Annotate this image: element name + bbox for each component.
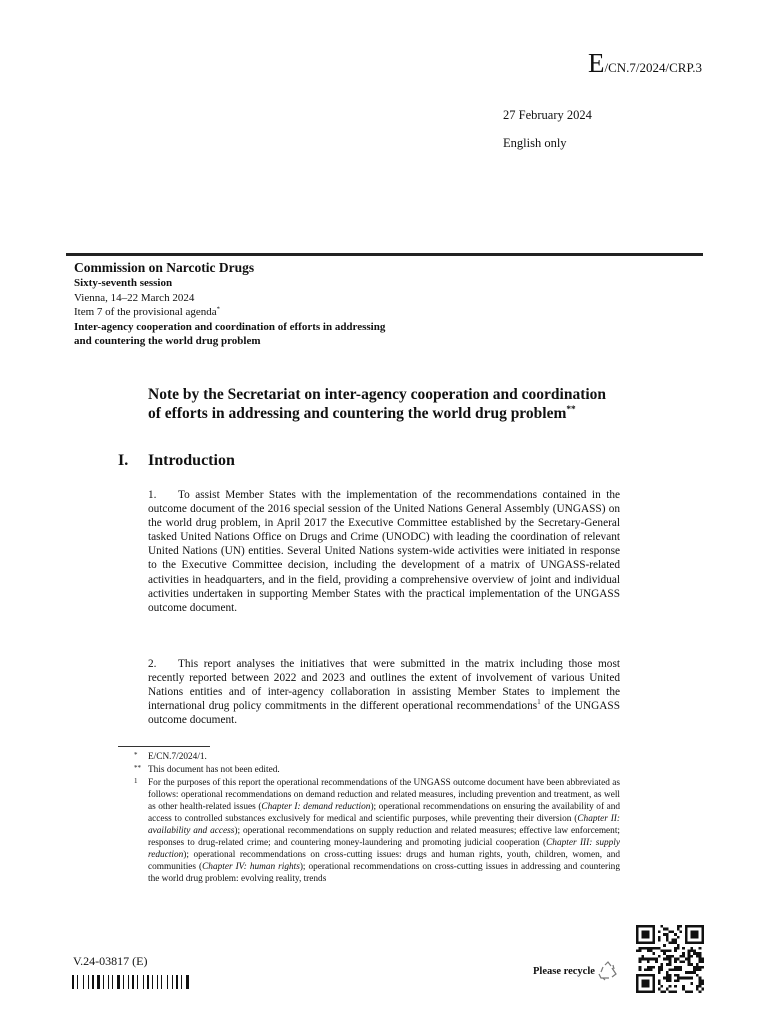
qr-module bbox=[663, 977, 666, 980]
qr-module bbox=[690, 930, 698, 938]
qr-module bbox=[674, 933, 677, 936]
barcode-bar bbox=[183, 975, 185, 989]
footnote bbox=[134, 777, 621, 885]
qr-module bbox=[669, 941, 672, 944]
qr-module bbox=[650, 947, 653, 950]
qr-module bbox=[639, 947, 642, 950]
qr-module bbox=[663, 958, 666, 961]
qr-module bbox=[688, 977, 691, 980]
qr-module bbox=[660, 949, 663, 952]
qr-module bbox=[699, 990, 702, 993]
barcode-bar bbox=[85, 975, 87, 989]
barcode-bar bbox=[103, 975, 104, 989]
barcode-bar bbox=[179, 975, 180, 989]
barcode-bar bbox=[92, 975, 94, 989]
qr-module bbox=[701, 979, 704, 982]
barcode-bar bbox=[105, 975, 107, 989]
footnote-chapter: Chapter IV: human rights bbox=[202, 862, 300, 872]
qr-module bbox=[650, 969, 653, 972]
qr-module bbox=[669, 977, 672, 980]
qr-module bbox=[677, 966, 680, 969]
barcode-bar bbox=[137, 975, 138, 989]
barcode-bar bbox=[112, 975, 113, 989]
qr-module bbox=[680, 930, 683, 933]
qr-module bbox=[682, 988, 685, 991]
qr-module bbox=[663, 990, 666, 993]
qr-module bbox=[677, 969, 680, 972]
language-note: English only bbox=[503, 136, 567, 150]
qr-module bbox=[639, 949, 642, 952]
qr-module bbox=[701, 988, 704, 991]
qr-module bbox=[644, 947, 647, 950]
footnote-ref: 1 bbox=[537, 699, 541, 707]
qr-module bbox=[669, 979, 672, 982]
barcode-bar bbox=[88, 975, 89, 989]
qr-module bbox=[641, 958, 644, 961]
barcode-bar bbox=[128, 975, 129, 989]
qr-module bbox=[682, 955, 685, 958]
barcode-bar bbox=[169, 975, 171, 989]
qr-module bbox=[674, 947, 677, 950]
qr-module bbox=[699, 947, 702, 950]
qr-module bbox=[658, 966, 661, 969]
qr-module bbox=[677, 958, 680, 961]
document-date: 27 February 2024 bbox=[503, 108, 592, 122]
footnote-text: This document has not been edited. bbox=[148, 765, 280, 775]
qr-module bbox=[669, 969, 672, 972]
barcode-bar bbox=[72, 975, 74, 989]
paragraph-number: 1. bbox=[148, 489, 157, 501]
qr-module bbox=[658, 982, 661, 985]
qr-module bbox=[685, 977, 688, 980]
qr-module bbox=[641, 930, 649, 938]
qr-module bbox=[669, 955, 672, 958]
paragraph-number: 2. bbox=[148, 658, 157, 670]
footnote-separator bbox=[118, 746, 210, 747]
qr-module bbox=[677, 947, 680, 950]
recycle-label: Please recycle bbox=[533, 965, 595, 977]
qr-module bbox=[701, 958, 704, 961]
barcode-bar bbox=[163, 975, 166, 989]
footnote-text: ); operational recommendations on supply reduction and related measures; effective law enforcement; responses to drug-related crime; and countering money-laundering and promoting judicial cooperation ( bbox=[148, 826, 620, 848]
section-number: I. bbox=[118, 452, 129, 469]
qr-module bbox=[669, 963, 672, 966]
qr-module bbox=[655, 958, 658, 961]
qr-module bbox=[696, 966, 699, 969]
agenda-item-text: Item 7 of the provisional agenda bbox=[74, 306, 217, 318]
qr-module bbox=[680, 960, 683, 963]
qr-module bbox=[674, 949, 677, 952]
qr-module bbox=[690, 990, 693, 993]
qr-module bbox=[688, 958, 691, 961]
qr-module bbox=[677, 944, 680, 947]
qr-module bbox=[693, 952, 696, 955]
qr-module bbox=[652, 947, 655, 950]
barcode-bar bbox=[161, 975, 162, 989]
footnote bbox=[134, 751, 620, 763]
qr-module bbox=[639, 960, 642, 963]
qr-module bbox=[699, 960, 702, 963]
qr-module bbox=[647, 969, 650, 972]
qr-module bbox=[663, 928, 666, 931]
qr-module bbox=[660, 966, 663, 969]
section-title: Introduction bbox=[148, 452, 235, 469]
qr-module bbox=[671, 955, 674, 958]
paragraph-2 bbox=[148, 657, 620, 727]
session-number: Sixty-seventh session bbox=[74, 277, 173, 289]
barcode-bar bbox=[123, 975, 124, 989]
qr-module bbox=[666, 971, 669, 974]
barcode-bar bbox=[147, 975, 149, 989]
qr-module bbox=[682, 952, 685, 955]
footnote-text: E/CN.7/2024/1. bbox=[148, 752, 207, 762]
job-number: V.24-03817 (E) bbox=[73, 954, 148, 968]
qr-module bbox=[693, 971, 696, 974]
qr-module bbox=[669, 990, 672, 993]
qr-module bbox=[688, 960, 691, 963]
qr-module bbox=[666, 963, 669, 966]
barcode-bar bbox=[108, 975, 109, 989]
qr-module bbox=[671, 939, 674, 942]
barcode-bar bbox=[145, 975, 146, 989]
qr-module bbox=[701, 966, 704, 969]
barcode-bar bbox=[172, 975, 173, 989]
qr-module bbox=[666, 949, 669, 952]
qr-module bbox=[696, 988, 699, 991]
qr-module bbox=[644, 958, 647, 961]
barcode-bar bbox=[186, 975, 189, 989]
qr-module bbox=[682, 977, 685, 980]
qr-module bbox=[669, 930, 672, 933]
qr-module bbox=[644, 969, 647, 972]
qr-module bbox=[690, 955, 693, 958]
qr-module bbox=[666, 958, 669, 961]
qr-module bbox=[696, 985, 699, 988]
symbol-rest: /CN.7/2024/CRP.3 bbox=[604, 60, 702, 75]
qr-module bbox=[699, 979, 702, 982]
footnote-chapter: Chapter II: availability and access bbox=[148, 814, 620, 836]
qr-module bbox=[699, 982, 702, 985]
qr-module bbox=[693, 949, 696, 952]
qr-module bbox=[677, 936, 680, 939]
barcode-bar bbox=[132, 975, 134, 989]
footnote-chapter: Chapter I: demand reduction bbox=[261, 802, 371, 812]
barcode-bar bbox=[79, 975, 82, 989]
qr-module bbox=[699, 977, 702, 980]
paragraph-text-end: of the UNGASS outcome document. bbox=[148, 700, 620, 727]
qr-module bbox=[639, 958, 642, 961]
barcode-bar bbox=[130, 975, 131, 989]
qr-module bbox=[671, 941, 674, 944]
qr-module bbox=[666, 928, 669, 931]
qr-module bbox=[690, 947, 693, 950]
footnote-text: ); operational recommendations on cross-cutting issues: drugs and human rights, youth, children, women, and communities ( bbox=[148, 850, 620, 872]
qr-module bbox=[669, 985, 672, 988]
qr-module bbox=[688, 955, 691, 958]
footnote-text: ); operational recommendations on ensuring the availability of and access to controlled substances exclusively for medical and scientific purposes, while preventing their diversion ( bbox=[148, 802, 621, 824]
qr-module bbox=[666, 974, 669, 977]
qr-module bbox=[658, 979, 661, 982]
barcode-bar bbox=[114, 975, 116, 989]
qr-module bbox=[666, 955, 669, 958]
qr-module bbox=[671, 990, 674, 993]
barcode-bar bbox=[121, 975, 122, 989]
barcode-bar bbox=[95, 975, 96, 989]
qr-module bbox=[696, 969, 699, 972]
qr-module bbox=[690, 982, 693, 985]
footnote-mark: * bbox=[134, 751, 138, 759]
qr-module bbox=[674, 960, 677, 963]
qr-module bbox=[690, 963, 693, 966]
barcode-bar bbox=[97, 975, 100, 989]
barcode-bar bbox=[143, 975, 144, 989]
barcode-bar bbox=[190, 975, 191, 989]
qr-module bbox=[671, 930, 674, 933]
footnote bbox=[134, 764, 620, 776]
qr-module bbox=[652, 958, 655, 961]
qr-module bbox=[669, 974, 672, 977]
barcode-bar bbox=[167, 975, 168, 989]
footnotes bbox=[134, 751, 621, 885]
title-footnote-mark: ** bbox=[566, 404, 576, 415]
barcode-bar bbox=[77, 975, 78, 989]
qr-module bbox=[660, 990, 663, 993]
qr-module bbox=[658, 936, 661, 939]
qr-module bbox=[682, 947, 685, 950]
qr-module bbox=[641, 979, 649, 987]
paragraph-text: To assist Member States with the implementation of the recommendations contained in the outcome document of the 2016 special session of the United Nations General Assembly (UNGASS) on the world drug problem, in April 2017 the Executive Committee established by the Secretary-General tasked United Nations Office on Drugs and Crime (UNODC) with leading the coordination of relevant United Nations (UN) entities. Several United Nations system-wide activities were initiated in response to the Executive Committee decision, including the development of a matrix of UNGASS-related activities in headquarters, and in the field, providing a comprehensive overview of joint and individual activities undertaken in supporting Member States with the practical implementation of the UNGASS outcome document. bbox=[148, 489, 620, 614]
document-title bbox=[148, 385, 618, 423]
qr-module bbox=[696, 952, 699, 955]
qr-module bbox=[666, 977, 669, 980]
qr-module bbox=[688, 952, 691, 955]
qr-module bbox=[669, 960, 672, 963]
qr-module bbox=[677, 979, 680, 982]
qr-module bbox=[677, 925, 680, 928]
agenda-footnote-mark: * bbox=[216, 305, 220, 313]
barcode-bar bbox=[125, 975, 127, 989]
qr-module bbox=[647, 947, 650, 950]
qr-module bbox=[658, 955, 661, 958]
qr-module bbox=[663, 933, 666, 936]
barcode-bar bbox=[174, 975, 175, 989]
qr-module bbox=[639, 966, 642, 969]
qr-module bbox=[677, 928, 680, 931]
qr-module bbox=[685, 958, 688, 961]
qr-module bbox=[674, 985, 677, 988]
qr-module bbox=[696, 955, 699, 958]
qr-module bbox=[699, 955, 702, 958]
qr-module bbox=[680, 977, 683, 980]
qr-module bbox=[650, 966, 653, 969]
symbol-prefix: E bbox=[587, 48, 605, 78]
barcode-bar bbox=[154, 975, 156, 989]
paragraph-1 bbox=[148, 488, 620, 615]
qr-module bbox=[674, 939, 677, 942]
qr-module bbox=[674, 958, 677, 961]
qr-module bbox=[663, 952, 666, 955]
qr-module bbox=[655, 947, 658, 950]
session-block bbox=[74, 259, 394, 349]
qr-module bbox=[658, 988, 661, 991]
footnote-text: ); operational recommendations on cross-cutting issues in addressing and countering the world drug problem: evolving reality, trends bbox=[148, 862, 620, 884]
recycle-notice bbox=[533, 961, 619, 981]
qr-module bbox=[666, 933, 669, 936]
qr-module bbox=[701, 982, 704, 985]
qr-module bbox=[688, 990, 691, 993]
qr-module bbox=[660, 985, 663, 988]
qr-module bbox=[682, 985, 685, 988]
qr-module bbox=[674, 990, 677, 993]
qr-module bbox=[658, 969, 661, 972]
footnote-mark: ** bbox=[134, 764, 141, 772]
qr-module bbox=[685, 990, 688, 993]
document-symbol bbox=[588, 48, 702, 79]
barcode-bar bbox=[181, 975, 182, 989]
paragraph-text: This report analyses the initiatives that were submitted in the matrix including those most recently reported between 2022 and 2023 and outlines the extent of involvement of various United Nations entities and of inter-agency collaboration in assisting Member States to implement the international drug policy commitments in the different operational recommendations bbox=[148, 658, 620, 713]
qr-module bbox=[666, 979, 669, 982]
qr-module bbox=[677, 974, 680, 977]
barcode-bar bbox=[139, 975, 142, 989]
recycle-icon bbox=[597, 961, 619, 981]
qr-module bbox=[690, 971, 693, 974]
qr-module bbox=[669, 958, 672, 961]
barcode-icon bbox=[72, 975, 204, 989]
agenda-item-title: Inter-agency cooperation and coordination of efforts in addressing and countering the world drug problem bbox=[74, 320, 386, 347]
qr-module bbox=[650, 958, 653, 961]
footnote-text: For the purposes of this report the operational recommendations of the UNGASS outcome document have been abbreviated as follows: operational recommendations on demand reduction and related measures, including prevention and treatment, as well as other health-related issues ( bbox=[148, 778, 620, 812]
barcode-bar bbox=[159, 975, 160, 989]
qr-module bbox=[658, 971, 661, 974]
qr-module bbox=[660, 963, 663, 966]
footnote-chapter: Chapter III: supply reduction bbox=[148, 838, 621, 860]
agenda-item bbox=[74, 305, 394, 320]
qr-module bbox=[647, 958, 650, 961]
qr-module bbox=[696, 963, 699, 966]
qr-module bbox=[666, 988, 669, 991]
qr-module bbox=[669, 949, 672, 952]
qr-module bbox=[688, 971, 691, 974]
barcode-bar bbox=[90, 975, 91, 989]
qr-module bbox=[680, 955, 683, 958]
barcode-bar bbox=[101, 975, 102, 989]
qr-module bbox=[699, 958, 702, 961]
qr-module bbox=[680, 925, 683, 928]
barcode-bar bbox=[75, 975, 76, 989]
qr-module bbox=[688, 963, 691, 966]
document-title-text: Note by the Secretariat on inter-agency cooperation and coordination of efforts in addressing and countering the world drug problem bbox=[148, 386, 607, 422]
qr-module bbox=[674, 941, 677, 944]
qr-module bbox=[699, 966, 702, 969]
qr-module bbox=[674, 979, 677, 982]
qr-module bbox=[650, 949, 653, 952]
barcode-bar bbox=[83, 975, 84, 989]
barcode-bar bbox=[176, 975, 178, 989]
qr-module bbox=[685, 971, 688, 974]
qr-module bbox=[688, 949, 691, 952]
qr-module bbox=[660, 925, 663, 928]
footnote-mark: 1 bbox=[134, 777, 138, 785]
barcode-bar bbox=[117, 975, 120, 989]
qr-module bbox=[674, 966, 677, 969]
qr-module bbox=[690, 977, 693, 980]
qr-module bbox=[699, 952, 702, 955]
qr-module bbox=[690, 949, 693, 952]
qr-module bbox=[680, 966, 683, 969]
qr-module bbox=[663, 949, 666, 952]
qr-module bbox=[677, 977, 680, 980]
qr-module bbox=[699, 969, 702, 972]
qr-module bbox=[639, 969, 642, 972]
qr-module bbox=[647, 960, 650, 963]
qr-module bbox=[699, 985, 702, 988]
barcode-bar bbox=[150, 975, 151, 989]
qr-module bbox=[666, 936, 669, 939]
header-rule bbox=[66, 253, 703, 256]
qr-module bbox=[674, 969, 677, 972]
barcode-bar bbox=[110, 975, 111, 989]
qr-module bbox=[660, 969, 663, 972]
qr-module bbox=[696, 974, 699, 977]
qr-module bbox=[658, 930, 661, 933]
qr-module bbox=[680, 969, 683, 972]
barcode-bar bbox=[157, 975, 158, 989]
barcode-bar bbox=[152, 975, 153, 989]
qr-module bbox=[658, 947, 661, 950]
qr-module bbox=[666, 939, 669, 942]
qr-module bbox=[693, 969, 696, 972]
qr-module bbox=[652, 952, 655, 955]
qr-module bbox=[682, 960, 685, 963]
qr-module bbox=[658, 939, 661, 942]
section-heading bbox=[118, 452, 235, 470]
qr-module bbox=[652, 966, 655, 969]
qr-module bbox=[674, 974, 677, 977]
barcode-bar bbox=[135, 975, 136, 989]
qr-module bbox=[693, 966, 696, 969]
session-venue: Vienna, 14–22 March 2024 bbox=[74, 291, 195, 304]
qr-code-icon bbox=[636, 925, 704, 993]
qr-module bbox=[655, 960, 658, 963]
qr-module bbox=[647, 966, 650, 969]
qr-module bbox=[701, 960, 704, 963]
commission-name: Commission on Narcotic Drugs bbox=[74, 260, 255, 275]
qr-module bbox=[647, 949, 650, 952]
qr-module bbox=[663, 944, 666, 947]
qr-module bbox=[671, 969, 674, 972]
qr-module bbox=[641, 955, 644, 958]
qr-module bbox=[641, 947, 644, 950]
qr-module bbox=[636, 949, 639, 952]
